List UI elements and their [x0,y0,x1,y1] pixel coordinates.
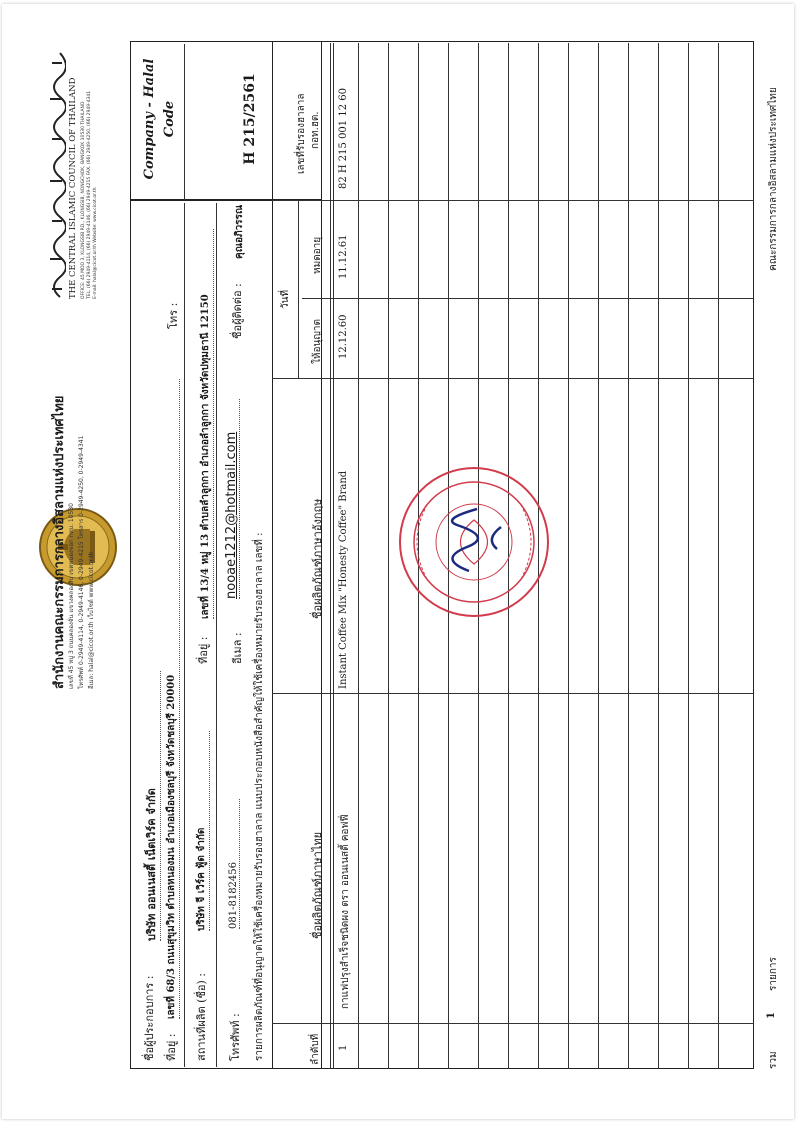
divider-line [216,203,217,1067]
factory-address-label: ที่อยู่ : [197,636,210,664]
table-row-line [358,43,359,1069]
code-box-title-1: Company - Halal [142,58,157,180]
total-label: รวม [768,1051,779,1069]
code-box-title-2: Code [162,100,177,138]
org-address-th-1: เลขที่ 45 หมู่ 3 ถนนคลองจั่น แขวงคลองสิบ เขตหนองจอก กทม. 10530 [68,503,75,689]
email-value: nooae1212@hotmail.com [224,399,240,599]
org-address-en-1: OFFICE: 45 MOO 3, KLONGSIB RD., KLONGSIB, NONGCHOK, BANGKOK 10530 THAILAND [81,101,86,299]
email-label: อีเมล : [231,632,244,664]
col-header-name-en: ชื่อผลิตภัณฑ์ภาษาอังกฤษ [311,498,324,619]
list-caption: รายการผลิตภัณฑ์ที่อนุญาตให้ใช้เครื่องหมายรับรองฮาลาล แนบประกอบหนังสือสำคัญให้ใช้เครื่องหมายรับรองฮาลาล เลขที่ : [254,532,265,1061]
table-row-line [568,43,569,1069]
header-split [298,201,299,379]
tel-value: 081-8182456 [228,799,240,929]
total-unit: รายการ [768,957,779,991]
factory-value: บริษัท จี เวิร์ค ฟู้ด จำกัด [194,731,210,931]
col-divider [272,693,754,694]
factory-label: สถานที่ผลิต (ชื่อ) : [195,972,208,1061]
contact-label: ชื่อผู้ติดต่อ : [231,283,244,339]
company-value: บริษัท ออนเนสตี้ เน็ตเวิร์ค จำกัด [142,671,161,941]
col-header-code-1: เลขที่รับรองฮาลาล [296,93,307,174]
table-row-line [718,43,719,1069]
code-box-divider [184,44,185,200]
org-address-th-2: โทรศัพท์ 0-2949-4114, 0-2949-4146, 0-2949-4215 โทรสาร 0-2949-4250, 0-2949-4341 [78,435,85,689]
col-divider [272,378,754,379]
org-name-en: THE CENTRAL ISLAMIC COUNCIL OF THAILAND [68,77,78,299]
header-bottom [330,43,331,1069]
tel-label: โทรศัพท์ : [229,1013,242,1061]
row-1-code: 82 H 215 001 12 60 [338,88,349,189]
halal-company-code: H 215/2561 [242,73,258,165]
col-header-code-2: กอท.ฮต. [310,111,321,149]
divider-line [184,203,185,1067]
contact-value: คุณอภิวรรณ [234,204,245,259]
row-1-name-en: Instant Coffee Mix "Honesty Coffee" Brand [338,470,349,689]
address-value: เลขที่ 68/3 ถนนสุขุมวิท ตำบลหนองมน อำเภอเมืองชลบุรี จังหวัดชลบุรี 20000 [164,379,180,1019]
org-address-en-2: TEL. (66) 2949-4114, (66) 2949-4146, (66) 2949-4215 FAX. (66) 2949-4250, (66) 2949-4341 [87,90,92,299]
arabic-calligraphy [46,49,66,299]
table-row-line [598,43,599,1069]
row-1-expire: 11.12.61 [338,234,349,279]
table-row-line [388,43,389,1069]
rotated-certificate [2,4,794,1119]
factory-address-value: เลขที่ 13/4 หมู่ 13 ตำบลลำลูกกา อำเภอลำลูกกา จังหวัดปทุมธานี 12150 [198,229,214,619]
col-divider [272,200,754,201]
row-1-issue: 12.12.60 [338,314,349,359]
col-header-no: ลำดับที่ [310,1033,321,1065]
col-divider [302,298,754,299]
table-row-line [628,43,629,1069]
col-header-name-th: ชื่อผลิตภัณฑ์ภาษาไทย [311,831,324,939]
table-row-line [688,43,689,1069]
org-address-en-3: E-mail: halal@cicot.or.th Website: www.cicot.or.th [93,187,98,299]
official-seal [397,464,552,619]
address-label: ที่อยู่ : [165,1033,178,1061]
org-address-th-3: อีเมล: halal@cicot.or.th เว็บไซต์ www.cicot.or.th [88,551,95,689]
col-divider [272,1023,754,1024]
row-1-no: 1 [338,1044,349,1051]
org-name-th: สำนักงานคณะกรรมการกลางอิสลามแห่งประเทศไทย [52,395,67,689]
col-header-issue: ให้อนุญาต [312,319,323,364]
col-header-expire: หมดอายุ [312,236,323,274]
col-header-date: วันที่ [280,289,291,309]
header-bottom-2 [333,43,334,1069]
phone-label-top: โทร : [167,302,180,329]
table-row-line [658,43,659,1069]
committee-name: คณะกรรมการกลางอิสลามแห่งประเทศไทย [768,87,779,271]
document-page [2,4,794,1119]
row-1-name-th: กาแฟปรุงสำเร็จชนิดผง ตรา ออนเนสตี้ คอฟฟี่ [340,814,351,1009]
total-count: 1 [766,1012,777,1019]
company-label: ชื่อผู้ประกอบการ : [143,975,156,1061]
